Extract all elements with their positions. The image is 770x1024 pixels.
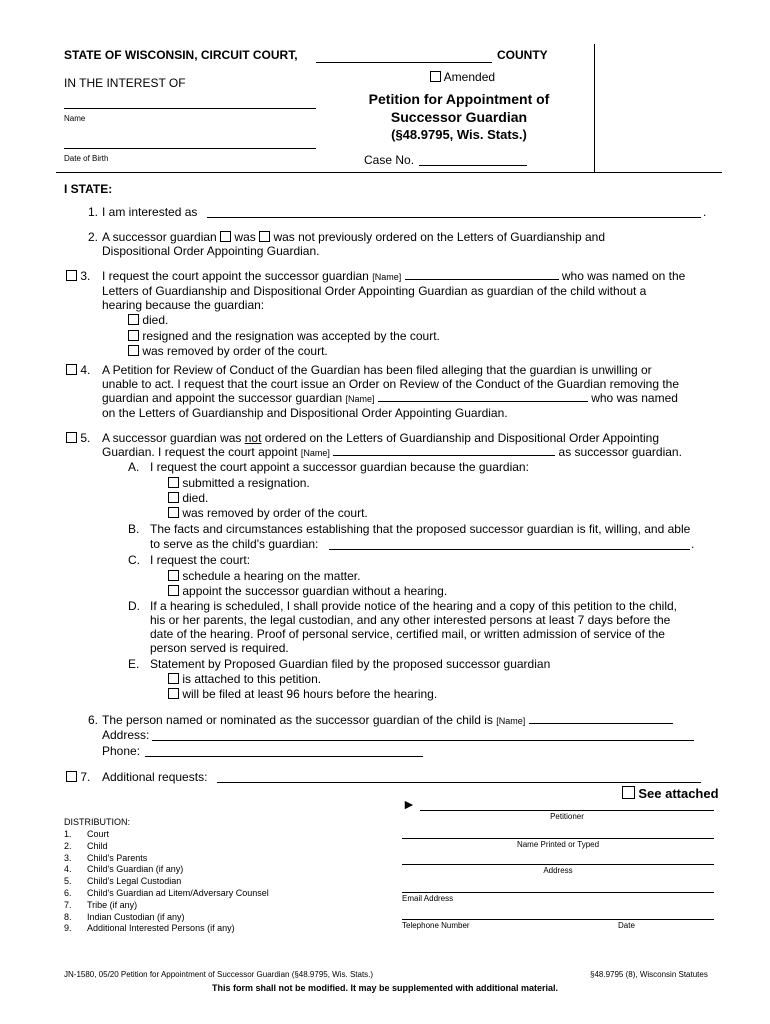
petitioner-label: Petitioner (550, 812, 584, 821)
form-title-line2: Successor Guardian (390, 109, 528, 125)
distribution-title: DISTRIBUTION: (64, 817, 131, 827)
name-label: Name (64, 114, 86, 123)
name-printed-field[interactable] (402, 838, 714, 839)
item2-line1 (102, 230, 605, 244)
court-title: STATE OF WISCONSIN, CIRCUIT COURT, (64, 48, 298, 62)
item5-a-resignation-checkbox[interactable] (168, 477, 179, 488)
item3-removed-checkbox[interactable] (128, 345, 139, 356)
telephone-date-field[interactable] (402, 919, 714, 920)
item5-e-attached-checkbox[interactable] (168, 673, 179, 684)
item6-text: The person named or nominated as the successor guardian of the child is (102, 713, 493, 727)
case-no-field[interactable] (419, 165, 527, 166)
dob-field[interactable] (64, 148, 316, 149)
item5-e-later-checkbox[interactable] (168, 688, 179, 699)
see-attached-checkbox[interactable] (622, 786, 635, 799)
item3-removed-label: was removed by order of the court. (142, 344, 328, 358)
item5-a-text: I request the court appoint a successor guardian because the guardian: (150, 460, 529, 474)
item6-phone-field[interactable] (145, 756, 423, 757)
item6-name-tag: [Name] (496, 716, 526, 726)
sign-here-arrow-icon: ► (402, 796, 416, 812)
item5-num: 5. (80, 431, 91, 445)
item4-guardian-name-field[interactable] (378, 391, 588, 402)
item2-text-a: A successor guardian (102, 230, 217, 244)
item3-selector (66, 269, 90, 283)
item5-b-facts-field[interactable] (329, 549, 690, 550)
item3-opt-died (128, 313, 168, 327)
item5-e-text: Statement by Proposed Guardian filed by the proposed successor guardian (150, 657, 551, 671)
item5-name-tag: [Name] (300, 448, 330, 458)
item5-not: not (244, 431, 262, 445)
item5-c-no-hearing-checkbox[interactable] (168, 585, 179, 596)
item7-num: 7. (80, 770, 91, 784)
item4-line2: unable to act. I request that the court issue an Order on Review of the Conduct of the Guardian removing the (102, 377, 680, 391)
item3-checkbox[interactable] (66, 270, 77, 281)
item2-text-b: was not previously ordered on the Letters of Guardianship and (273, 230, 605, 244)
item2-was-checkbox[interactable] (220, 231, 231, 242)
item5-a-died-label: died. (182, 491, 209, 505)
item5-selector (66, 431, 90, 445)
address-field[interactable] (402, 864, 714, 865)
item5-a-died-checkbox[interactable] (168, 492, 179, 503)
item4-text-b: who was named (591, 391, 678, 405)
form-title-line1: Petition for Appointment of (368, 91, 550, 107)
item3-died-label: died. (142, 313, 169, 327)
item5-c-hearing-checkbox[interactable] (168, 570, 179, 581)
item5-e-attached-label: is attached to this petition. (182, 672, 322, 686)
item6-line1 (102, 713, 673, 727)
item3-text-b: who was named on the (561, 269, 686, 283)
see-attached-label: See attached (638, 786, 719, 801)
additional-requests-field[interactable] (217, 782, 701, 783)
item5-b-label: B. (128, 522, 140, 536)
address-label: Address (543, 866, 573, 875)
item5-d-label: D. (128, 599, 140, 613)
item5-a-opt-removed (168, 506, 368, 520)
amended-label: Amended (443, 70, 496, 84)
case-no-label: Case No. (364, 153, 415, 167)
item5-b-line1: The facts and circumstances establishing that the proposed successor guardian is fit, willing, and able (150, 522, 691, 536)
item3-opt-resigned (128, 329, 440, 343)
item4-checkbox[interactable] (66, 364, 77, 375)
item5-c-label: C. (128, 553, 140, 567)
item7-selector (66, 770, 90, 784)
amended-option (430, 70, 495, 84)
item5-e-opt-attached (168, 672, 321, 686)
email-label: Email Address (402, 894, 454, 903)
item1-period: . (703, 205, 707, 219)
modification-notice: This form shall not be modified. It may be supplemented with additional material. (211, 983, 559, 993)
interest-of-label: IN THE INTEREST OF (64, 76, 186, 90)
header-divider (594, 44, 595, 172)
item5-text-b: ordered on the Letters of Guardianship and Dispositional Order Appointing (264, 431, 660, 445)
county-field[interactable] (316, 62, 492, 63)
petitioner-signature-field[interactable] (420, 810, 714, 811)
item3-name-tag: [Name] (372, 272, 402, 282)
item6-num: 6. (88, 713, 99, 727)
item3-text-a: I request the court appoint the successor guardian (102, 269, 369, 283)
item5-line2 (102, 445, 682, 459)
item5-a-label: A. (128, 460, 140, 474)
county-label: COUNTY (497, 48, 548, 62)
item6-address-label: Address: (102, 728, 150, 742)
form-id: JN-1580, 05/20 Petition for Appointment of Successor Guardian (§48.9795, Wis. Stats.) (64, 970, 374, 979)
item5-line1 (102, 431, 659, 445)
item5-c-no-hearing-label: appoint the successor guardian without a hearing. (182, 584, 448, 598)
item5-d-line1: If a hearing is scheduled, I shall provide notice of the hearing and a copy of this petition to the child, (150, 599, 677, 613)
item2-was-not-checkbox[interactable] (259, 231, 270, 242)
item5-a-removed-checkbox[interactable] (168, 507, 179, 518)
item5-a-removed-label: was removed by order of the court. (182, 506, 368, 520)
child-name-field[interactable] (64, 108, 316, 109)
dob-label: Date of Birth (64, 154, 109, 163)
form-statute: (§48.9795, Wis. Stats.) (391, 127, 527, 142)
item5-checkbox[interactable] (66, 432, 77, 443)
item5-a-opt-resignation (168, 476, 310, 490)
item3-line3: hearing because the guardian: (102, 298, 265, 312)
item5-e-label: E. (128, 657, 140, 671)
item1-text: I am interested as (102, 205, 198, 219)
item2-num: 2. (88, 230, 99, 244)
item5-e-later-label: will be filed at least 96 hours before the hearing. (182, 687, 438, 701)
item5-a-opt-died (168, 491, 208, 505)
item5-d-line4: person served is required. (150, 641, 289, 655)
item3-opt-removed (128, 344, 328, 358)
item4-name-tag: [Name] (345, 394, 375, 404)
item4-text-a: guardian and appoint the successor guardian (102, 391, 343, 405)
header-rule (56, 172, 722, 173)
item6-guardian-name-field[interactable] (529, 713, 673, 724)
item5-text-c: Guardian. I request the court appoint (102, 445, 298, 459)
item5-c-opt-hearing (168, 569, 360, 583)
item5-b-line2: to serve as the child's guardian: (150, 537, 319, 551)
interested-as-field[interactable] (207, 217, 701, 218)
item4-line3 (102, 391, 678, 405)
statute-reference: §48.9795 (8), Wisconsin Statutes (590, 970, 708, 979)
item5-c-opt-no-hearing (168, 584, 447, 598)
item5-e-opt-later (168, 687, 437, 701)
i-state-heading: I STATE: (64, 182, 113, 196)
item3-resigned-label: resigned and the resignation was accepted by the court. (142, 329, 440, 343)
item5-c-hearing-label: schedule a hearing on the matter. (182, 569, 361, 583)
item5-text-a: A successor guardian was (102, 431, 242, 445)
item3-line1 (102, 269, 685, 283)
item5-guardian-name-field[interactable] (333, 445, 555, 456)
see-attached-option (622, 786, 719, 801)
item5-text-d: as successor guardian. (558, 445, 682, 459)
item4-line4: on the Letters of Guardianship and Dispositional Order Appointing Guardian. (102, 406, 508, 420)
item3-num: 3. (80, 269, 91, 283)
item7-text: Additional requests: (102, 770, 208, 784)
item3-line2: Letters of Guardianship and Dispositional Order Appointing Guardian as guardian of the child without a (102, 284, 647, 298)
item2-was-label: was (234, 230, 256, 244)
item5-d-line2: his or her parents, the legal custodian, and any other interested persons at least 7 days before the (150, 613, 671, 627)
item5-d-line3: date of the hearing. Proof of personal service, certified mail, or written admission of service of the (150, 627, 665, 641)
telephone-label: Telephone Number (402, 921, 470, 930)
item3-guardian-name-field[interactable] (405, 269, 559, 280)
name-printed-label: Name Printed or Typed (516, 840, 600, 849)
item5-c-text: I request the court: (150, 553, 251, 567)
email-field[interactable] (402, 892, 714, 893)
item5-b-period: . (691, 537, 695, 551)
item4-selector (66, 363, 90, 377)
item3-died-checkbox[interactable] (128, 314, 139, 325)
item6-address-field[interactable] (152, 740, 694, 741)
date-label: Date (618, 921, 635, 930)
item5-a-resignation-label: submitted a resignation. (182, 476, 310, 490)
item2-line2: Dispositional Order Appointing Guardian. (102, 244, 320, 258)
item3-resigned-checkbox[interactable] (128, 330, 139, 341)
amended-checkbox[interactable] (430, 71, 441, 82)
item4-line1: A Petition for Review of Conduct of the Guardian has been filed alleging that the guardian is unwilling or (102, 363, 652, 377)
item1-num: 1. (88, 205, 99, 219)
item4-num: 4. (80, 363, 91, 377)
item6-phone-label: Phone: (102, 744, 141, 758)
item7-checkbox[interactable] (66, 771, 77, 782)
